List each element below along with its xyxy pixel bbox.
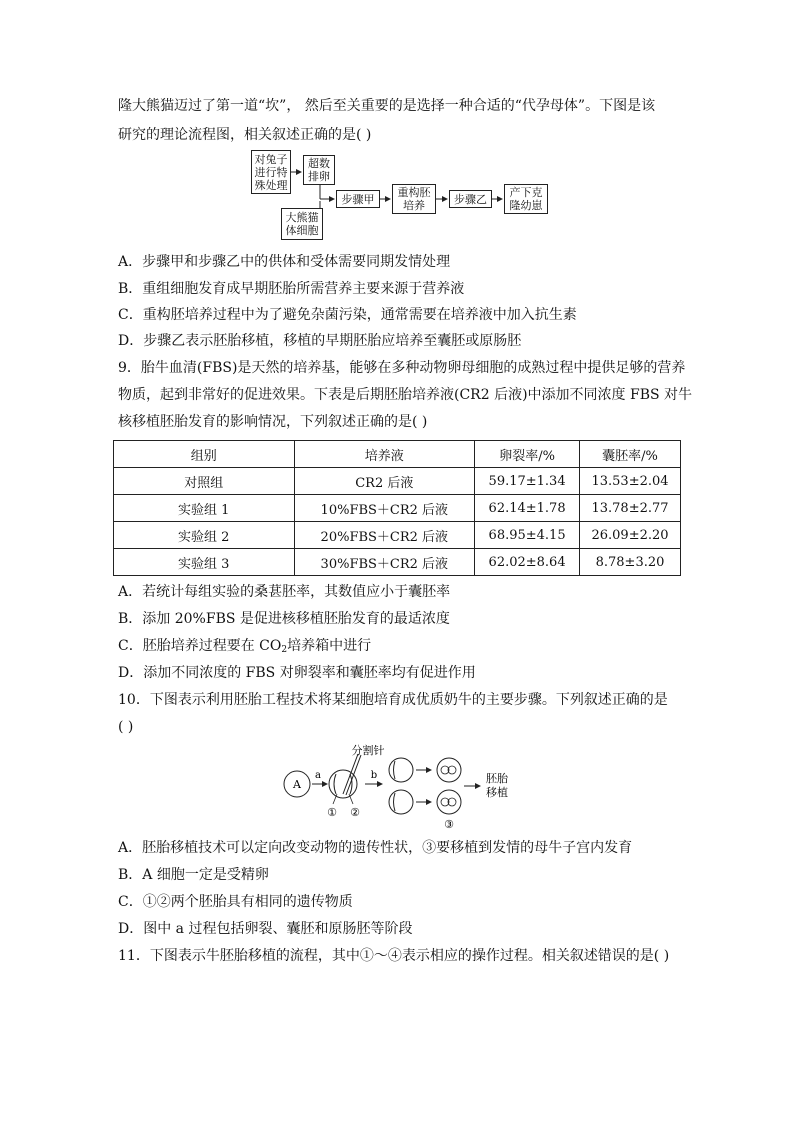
q8-option-c: C．重构胚培养过程中为了避免杂菌污染，通常需要在培养液中加入抗生素 [118, 307, 577, 323]
table-cell: 30%FBS＋CR2 后液 [294, 549, 475, 576]
q10-line-1: 10．下图表示利用胚胎工程技术将某细胞培育成优质奶牛的主要步骤。下列叙述正确的是 [118, 692, 668, 708]
intro-line-1: 隆大熊猫迈过了第一道“坎”， 然后至关重要的是选择一种合适的“代孕母体”。下图是该 [118, 98, 656, 114]
arrow-b-label: b [370, 770, 378, 781]
q9-option-c-tail: 培养箱中进行 [287, 638, 372, 654]
box-step-a: 步骤甲 [336, 190, 380, 208]
box-rabbit-treatment: 对兔子 进行特 殊处理 [251, 150, 291, 194]
q9-option-c [118, 637, 371, 659]
q9-option-a: A．若统计每组实验的桑葚胚率，其数值应小于囊胚率 [118, 584, 451, 600]
box-birth: 产下克 隆幼崽 [504, 184, 548, 214]
half-embryo-bottom [389, 790, 413, 814]
q9-option-b: B．添加 20%FBS 是促进核移植胚胎发育的最适浓度 [118, 611, 450, 627]
transfer-label-2: 移植 [486, 786, 508, 799]
q8-option-a: A．步骤甲和步骤乙中的供体和受体需要同期发情处理 [118, 254, 451, 270]
table-row [114, 522, 681, 549]
table-row [114, 549, 681, 576]
q9-option-c-subscript: 2 [281, 645, 288, 655]
q10-line-2: ( ) [118, 719, 134, 735]
q10-option-b: B．A 细胞一定是受精卵 [118, 867, 269, 883]
table-header-row [114, 441, 681, 468]
table-cell: 20%FBS＋CR2 后液 [294, 522, 475, 549]
fbs-table [113, 440, 681, 576]
table-cell: 13.53±2.04 [580, 468, 681, 495]
table-cell: 10%FBS＋CR2 后液 [294, 495, 475, 522]
label-2: ② [350, 806, 360, 819]
table-header: 培养液 [294, 441, 475, 468]
half-embryo-top [389, 758, 413, 782]
q10-option-d: D．图中 a 过程包括卵裂、囊胚和原肠胚等阶段 [118, 921, 413, 937]
embryo-splitting-diagram [0, 742, 794, 832]
table-cell: 8.78±3.20 [580, 549, 681, 576]
q11-line-1: 11．下图表示牛胚胎移植的流程，其中①～④表示相应的操作过程。相关叙述错误的是( ) [118, 948, 670, 964]
q8-option-d: D．步骤乙表示胚胎移植，移植的早期胚胎应培养至囊胚或原肠胚 [118, 333, 522, 349]
table-cell: 实验组 2 [114, 522, 295, 549]
table-cell: 68.95±4.15 [475, 522, 580, 549]
splitting-needle [343, 754, 358, 794]
q8-option-b: B．重组细胞发育成早期胚胎所需营养主要来源于营养液 [118, 281, 465, 297]
table-cell: 实验组 3 [114, 549, 295, 576]
table-cell: 13.78±2.77 [580, 495, 681, 522]
q9-line-1: 9．胎牛血清(FBS)是天然的培养基，能够在多种动物卵母细胞的成熟过程中提供足够的营养 [118, 360, 686, 376]
table-row [114, 495, 681, 522]
table-cell: 62.02±8.64 [475, 549, 580, 576]
cell-a-label: A [293, 778, 301, 791]
table-cell: 实验组 1 [114, 495, 295, 522]
box-step-b: 步骤乙 [449, 190, 492, 208]
q10-option-a: A．胚胎移植技术可以定向改变动物的遗传性状，③要移植到发情的母牛子宫内发育 [118, 840, 633, 856]
transfer-label-1: 胚胎 [486, 772, 508, 785]
table-row [114, 468, 681, 495]
label-3: ③ [444, 818, 454, 831]
q10-option-c: C．①②两个胚胎具有相同的遗传物质 [118, 894, 353, 910]
q9-line-3: 核移植胚胎发育的影响情况，下列叙述正确的是( ) [118, 414, 428, 430]
q9-line-2: 物质，起到非常好的促进效果。下表是后期胚胎培养液(CR2 后液)中添加不同浓度 FBS 对牛 [118, 387, 693, 403]
label-1: ① [327, 806, 337, 819]
table-cell: 62.14±1.78 [475, 495, 580, 522]
q9-option-c-text: C．胚胎培养过程要在 CO [118, 638, 282, 654]
box-reconstruct-culture: 重构胚 培养 [392, 184, 436, 214]
intro-line-2: 研究的理论流程图，相关叙述正确的是( ) [118, 127, 372, 143]
table-cell: 26.09±2.20 [580, 522, 681, 549]
table-header: 囊胚率/% [580, 441, 681, 468]
box-superovulation: 超数 排卵 [303, 155, 335, 185]
table-cell: 对照组 [114, 468, 295, 495]
table-header: 组别 [114, 441, 295, 468]
table-cell: CR2 后液 [294, 468, 475, 495]
q9-option-d: D．添加不同浓度的 FBS 对卵裂率和囊胚率均有促进作用 [118, 665, 476, 681]
table-header: 卵裂率/% [475, 441, 580, 468]
box-panda-cell: 大熊猫 体细胞 [281, 208, 323, 240]
table-cell: 59.17±1.34 [475, 468, 580, 495]
needle-label: 分割针 [351, 744, 385, 757]
arrow-a-label: a [315, 770, 321, 781]
